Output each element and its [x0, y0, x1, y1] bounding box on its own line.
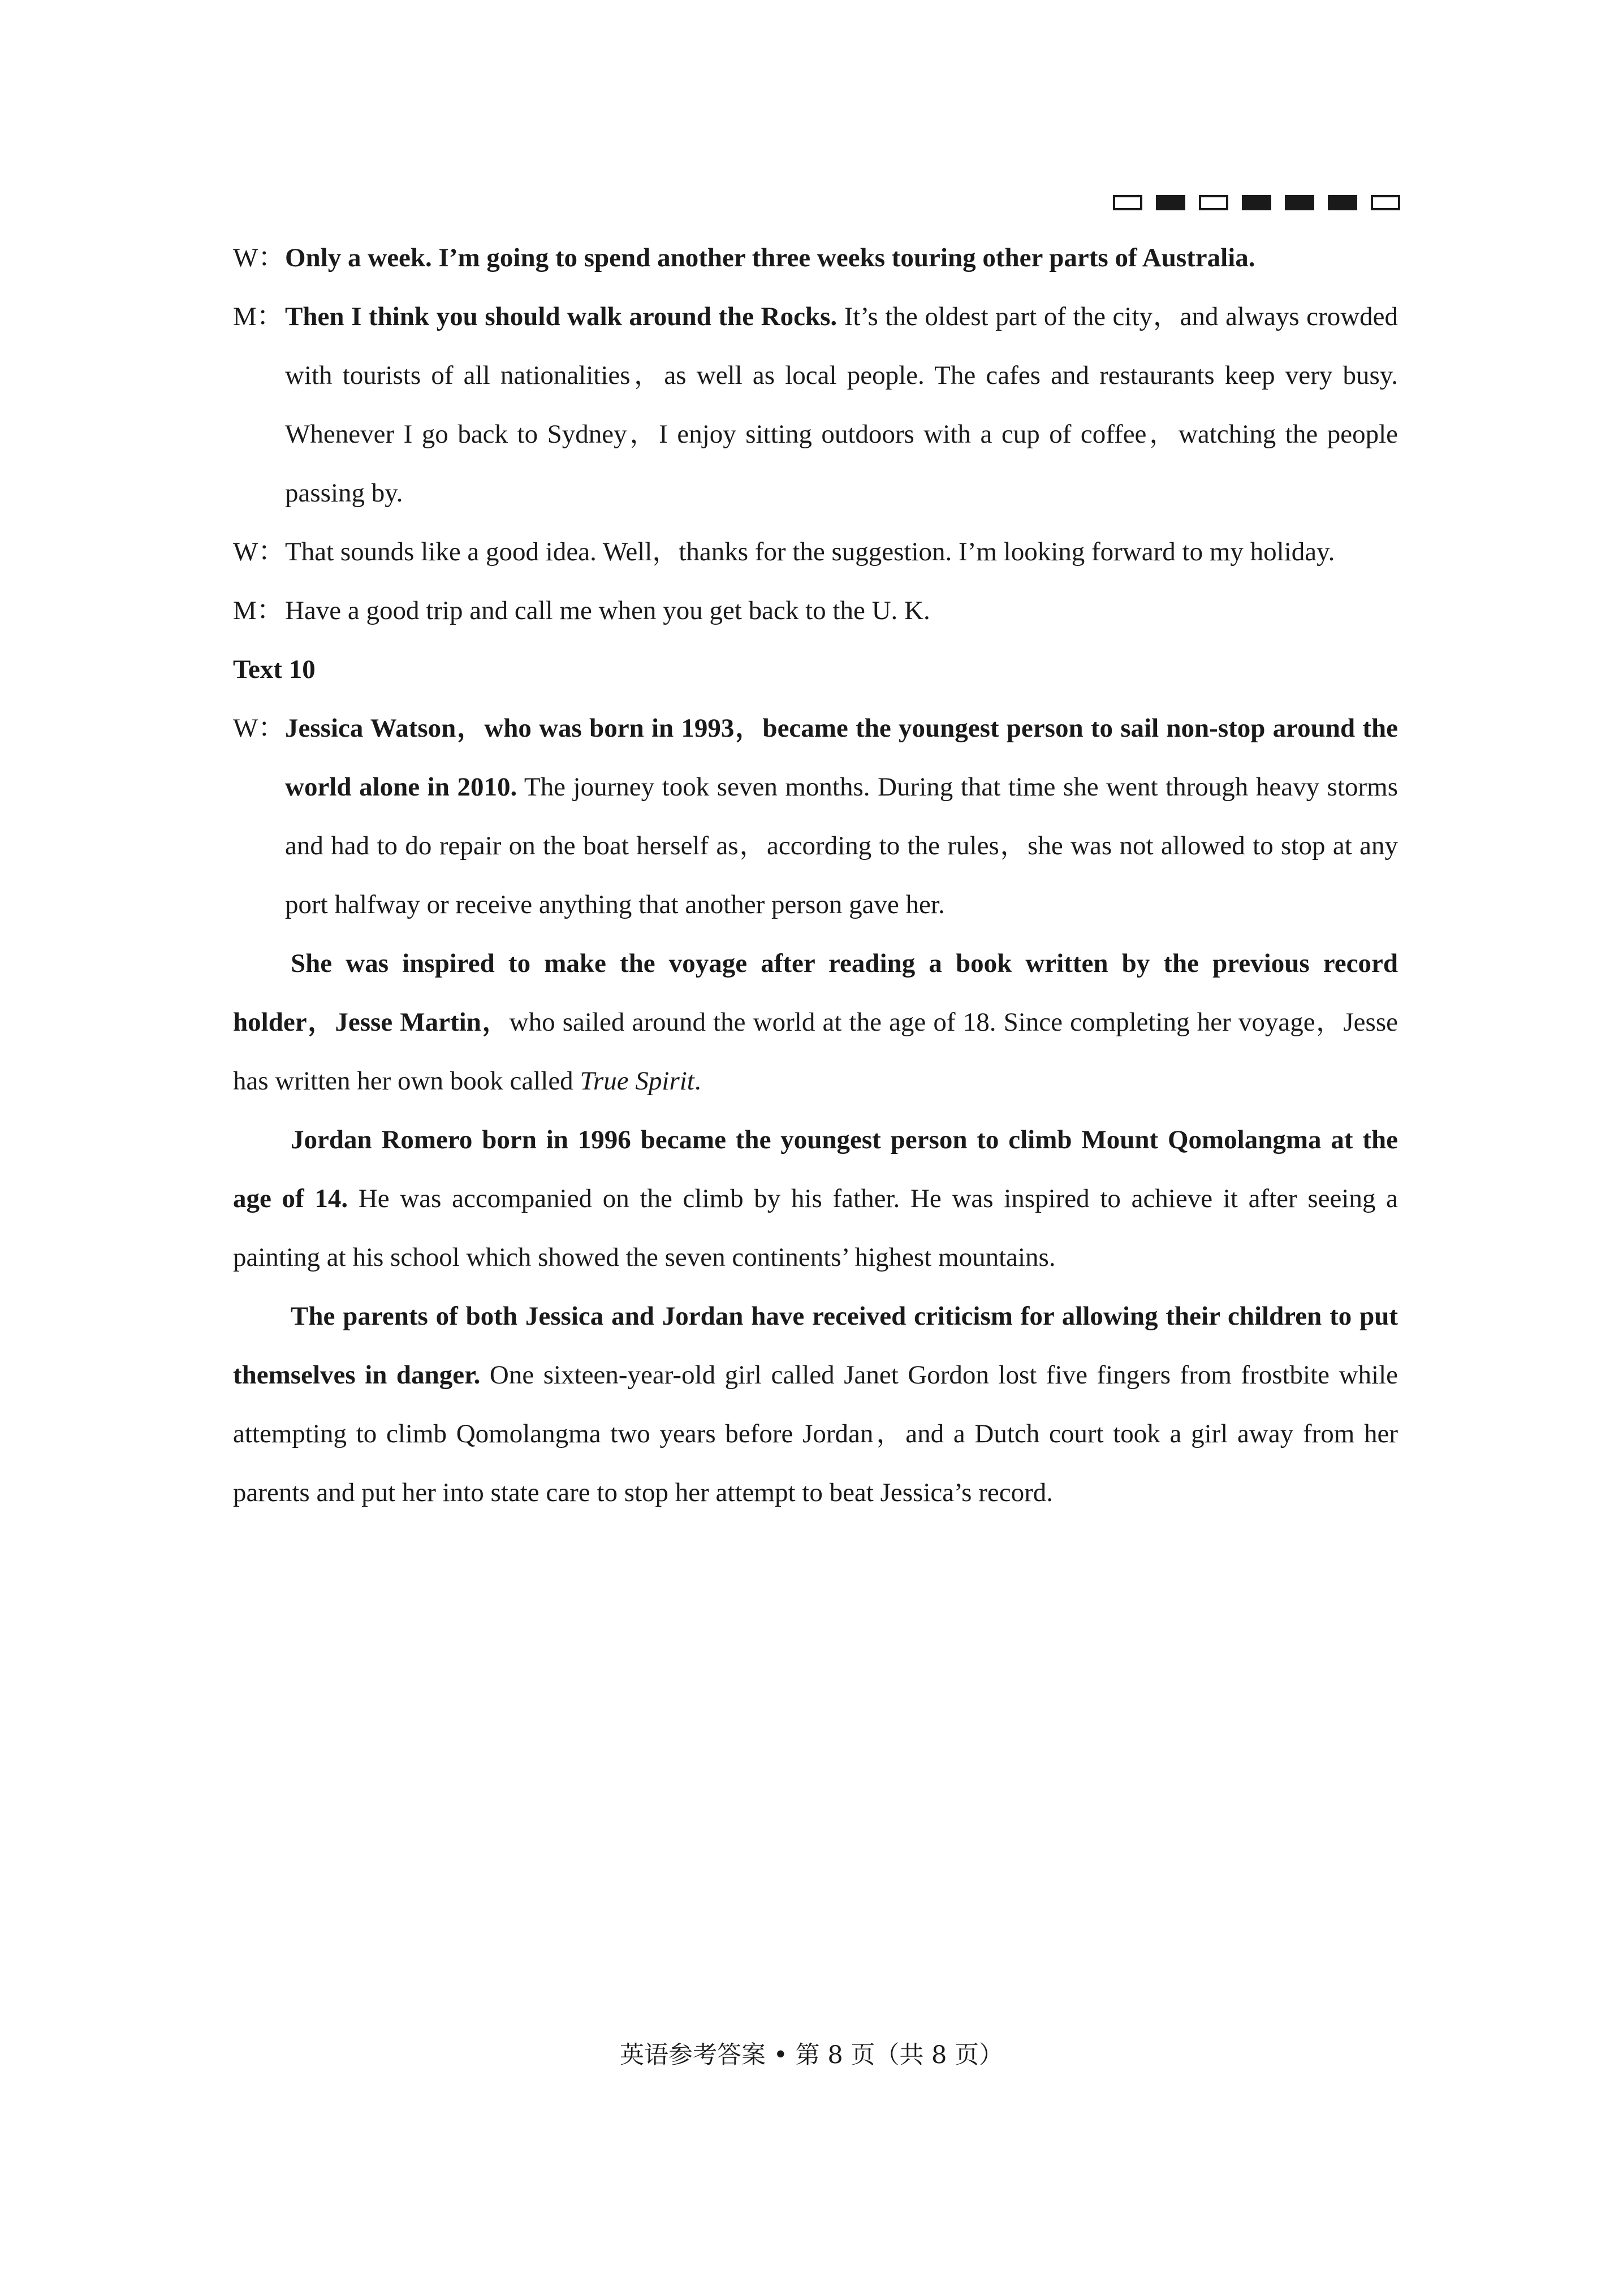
- header-mark-4: [1242, 195, 1271, 210]
- dialogue-bold-text: Only a week. I’m going to spend another three weeks touring other parts of Australia.: [285, 243, 1255, 273]
- text10-p2-bold: She was inspired to make the voyage after reading a book written by the previous record holder，Jesse Martin，: [233, 949, 1398, 1037]
- text10-p4-text: One sixteen-year-old girl called Janet Gordon lost five fingers from frostbite while attempting to climb Qomolangma two years before Jordan，and a Dutch court took a girl away from her parents and put her into state care to stop her attempt to beat Jessica’s record.: [233, 1360, 1398, 1507]
- speaker-label: W：: [233, 243, 285, 273]
- document-body: [233, 228, 1398, 1522]
- section-heading: Text 10: [233, 655, 316, 684]
- header-mark-5: [1285, 195, 1314, 210]
- speaker-label: M：: [233, 596, 283, 625]
- header-marks: [1113, 195, 1400, 210]
- text10-p3-bold: Jordan Romero born in 1996 became the youngest person to climb Mount Qomolangma at the age of 14.: [233, 1125, 1398, 1213]
- page-footer: 英语参考答案 • 第 8 页（共 8 页）: [619, 2041, 1004, 2069]
- speaker-label: W：: [233, 714, 285, 743]
- text10-p2-end: .: [694, 1066, 701, 1096]
- dialogue-bold-text: Then I think you should walk around the Rocks.: [285, 302, 838, 331]
- book-title: True Spirit: [580, 1066, 694, 1096]
- text10-p3-text: He was accompanied on the climb by his father. He was inspired to achieve it after seeing a painting at his school which showed the seven continents’ highest mountains.: [233, 1184, 1398, 1272]
- speaker-label: W：: [233, 537, 285, 567]
- text10-intro-text: The journey took seven months. During that time she went through heavy storms and had to do repair on the boat herself as，according to the rules，she was not allowed to stop at any port halfway or receive anything that another person gave her.: [285, 772, 1398, 919]
- text10-paragraph-3: [233, 1110, 1398, 1287]
- header-mark-1: [1113, 195, 1142, 210]
- header-mark-3: [1199, 195, 1228, 210]
- text10-p4-bold: The parents of both Jessica and Jordan have received criticism for allowing their children to put themselves in danger.: [233, 1302, 1398, 1390]
- header-mark-7: [1371, 195, 1400, 210]
- text10-intro-bold: Jessica Watson，who was born in 1993，became the youngest person to sail non-stop around the world alone in 2010.: [285, 714, 1398, 802]
- dialogue-text: It’s the oldest part of the city，and always crowded with tourists of all nationalities，as well as local people. The cafes and restaurants keep very busy. Whenever I go back to Sydney，I enjoy sitting outdoors with a cup of coffee，watching the people passing by.: [285, 302, 1398, 508]
- header-mark-2: [1156, 195, 1185, 210]
- dialogue-text: Have a good trip and call me when you get back to the U. K.: [285, 596, 930, 625]
- dialogue-line-3: [233, 522, 1398, 581]
- speaker-label: M：: [233, 302, 283, 331]
- dialogue-line-1: [233, 228, 1398, 287]
- header-mark-6: [1328, 195, 1357, 210]
- text10-p2-text: who sailed around the world at the age of 18. Since completing her voyage，Jesse has written her own book called: [233, 1008, 1398, 1096]
- text10-paragraph-4: [233, 1287, 1398, 1522]
- dialogue-text: That sounds like a good idea. Well，thanks for the suggestion. I’m looking forward to my holiday.: [285, 537, 1335, 567]
- dialogue-line-4: [233, 581, 1398, 640]
- text10-paragraph-2: [233, 934, 1398, 1110]
- text10-intro: [233, 699, 1398, 934]
- dialogue-line-2: [233, 287, 1398, 522]
